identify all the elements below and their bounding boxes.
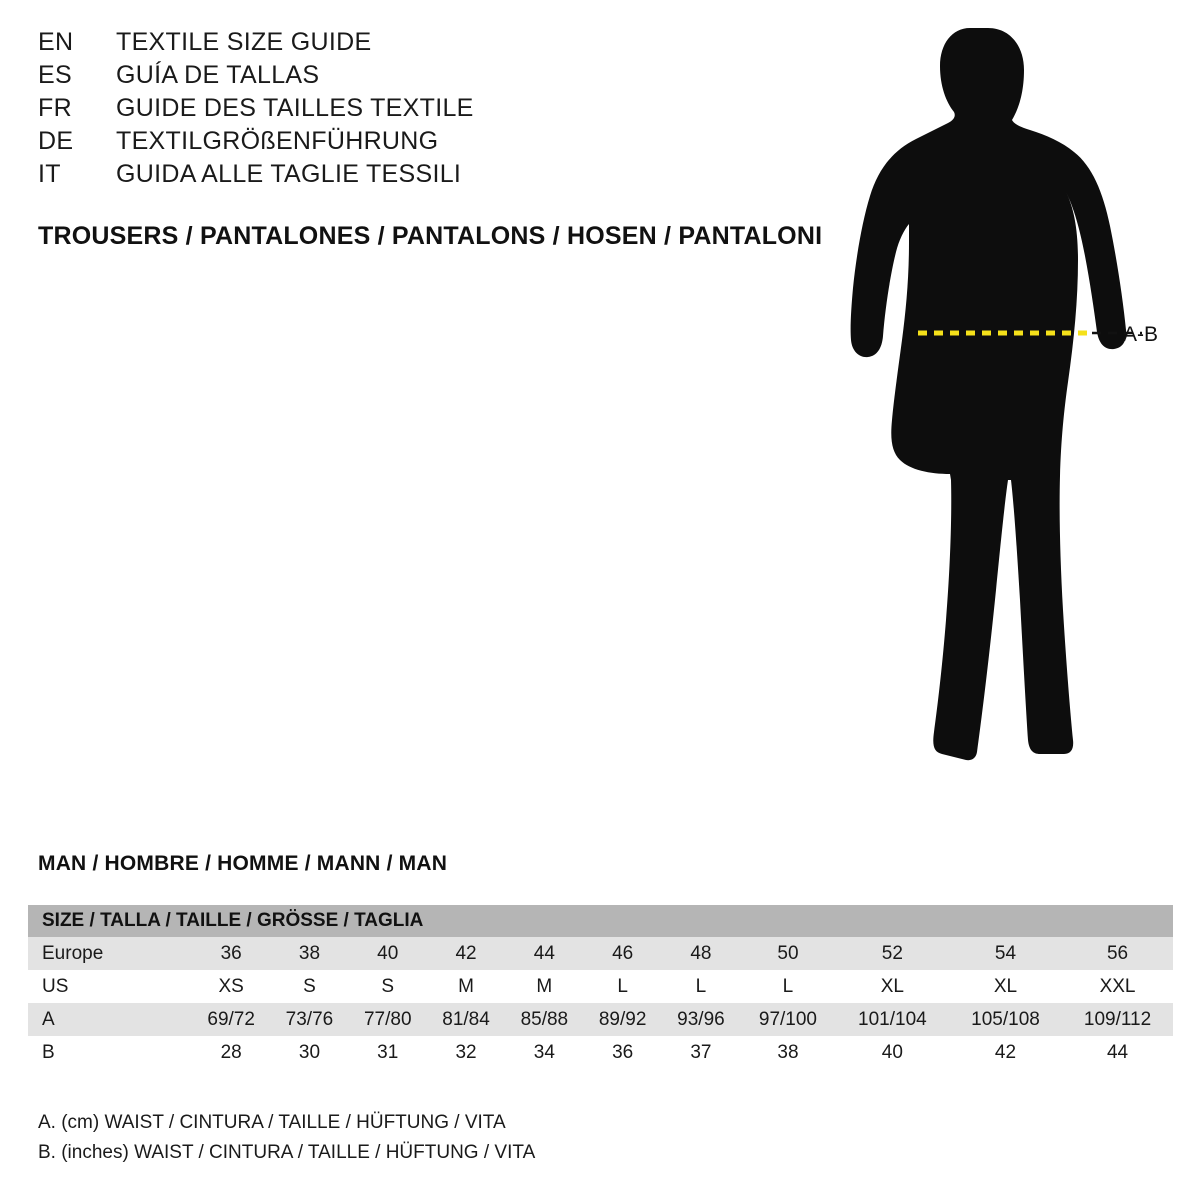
- table-cell: S: [349, 970, 427, 1003]
- footnote-b: B. (inches) WAIST / CINTURA / TAILLE / HÜFTUNG / VITA: [38, 1142, 536, 1163]
- language-header-block: [38, 28, 798, 193]
- male-silhouette-icon: [820, 10, 1190, 810]
- table-cell: S: [270, 970, 348, 1003]
- table-cell: XL: [949, 970, 1062, 1003]
- table-header-row: [28, 905, 1173, 937]
- table-row: [28, 1003, 1173, 1036]
- row-label: US: [28, 970, 192, 1003]
- language-row: [38, 61, 798, 94]
- table-cell: 109/112: [1062, 1003, 1173, 1036]
- table-row: [28, 970, 1173, 1003]
- row-label: A: [28, 1003, 192, 1036]
- table-cell: L: [740, 970, 836, 1003]
- table-cell: 85/88: [505, 1003, 583, 1036]
- language-code: IT: [38, 160, 61, 188]
- language-code: EN: [38, 28, 74, 56]
- table-cell: 105/108: [949, 1003, 1062, 1036]
- row-label: Europe: [28, 937, 192, 970]
- table-cell: 97/100: [740, 1003, 836, 1036]
- table-cell: 42: [949, 1036, 1062, 1069]
- table-cell: L: [583, 970, 661, 1003]
- table-cell: XL: [836, 970, 949, 1003]
- table-cell: 93/96: [662, 1003, 740, 1036]
- table-cell: 38: [740, 1036, 836, 1069]
- table-section-title: MAN / HOMBRE / HOMME / MANN / MAN: [38, 852, 448, 875]
- measure-label-ab: A-B: [1123, 323, 1159, 346]
- table-cell: 40: [836, 1036, 949, 1069]
- table-cell: 56: [1062, 937, 1173, 970]
- language-title: GUIDA ALLE TAGLIE TESSILI: [116, 160, 462, 188]
- table-cell: 46: [583, 937, 661, 970]
- table-cell: 36: [192, 937, 270, 970]
- row-label: B: [28, 1036, 192, 1069]
- table-cell: 77/80: [349, 1003, 427, 1036]
- table-cell: M: [427, 970, 505, 1003]
- language-row: [38, 94, 798, 127]
- garment-type-title: TROUSERS / PANTALONES / PANTALONS / HOSEN / PANTALONI: [38, 222, 823, 250]
- table-cell: 52: [836, 937, 949, 970]
- table-cell: 38: [270, 937, 348, 970]
- language-code: DE: [38, 127, 74, 155]
- table-cell: 48: [662, 937, 740, 970]
- figure-area: [820, 10, 1190, 810]
- table-cell: M: [505, 970, 583, 1003]
- table-cell: 28: [192, 1036, 270, 1069]
- table-cell: 34: [505, 1036, 583, 1069]
- table-cell: 36: [583, 1036, 661, 1069]
- table-header-label: SIZE / TALLA / TAILLE / GRÖSSE / TAGLIA: [28, 905, 1173, 937]
- table-cell: XXL: [1062, 970, 1173, 1003]
- language-row: [38, 28, 798, 61]
- table-cell: 31: [349, 1036, 427, 1069]
- table-row: [28, 1036, 1173, 1069]
- footnote-a: A. (cm) WAIST / CINTURA / TAILLE / HÜFTUNG / VITA: [38, 1112, 506, 1133]
- language-title: GUÍA DE TALLAS: [116, 61, 320, 89]
- language-row: [38, 127, 798, 160]
- table-row: [28, 937, 1173, 970]
- table-cell: 37: [662, 1036, 740, 1069]
- language-code: FR: [38, 94, 72, 122]
- table-cell: 42: [427, 937, 505, 970]
- table-cell: 40: [349, 937, 427, 970]
- table-cell: 54: [949, 937, 1062, 970]
- table-cell: 44: [1062, 1036, 1173, 1069]
- table-cell: 50: [740, 937, 836, 970]
- table-cell: 81/84: [427, 1003, 505, 1036]
- table-cell: 101/104: [836, 1003, 949, 1036]
- table-cell: 32: [427, 1036, 505, 1069]
- table-cell: 69/72: [192, 1003, 270, 1036]
- language-title: GUIDE DES TAILLES TEXTILE: [116, 94, 474, 122]
- language-row: [38, 160, 798, 193]
- table-cell: 73/76: [270, 1003, 348, 1036]
- footnotes: [38, 1108, 535, 1168]
- language-title: TEXTILGRÖßENFÜHRUNG: [116, 127, 439, 155]
- table-cell: 44: [505, 937, 583, 970]
- table-cell: 30: [270, 1036, 348, 1069]
- language-title: TEXTILE SIZE GUIDE: [116, 28, 372, 56]
- size-table: [28, 905, 1173, 1069]
- table-cell: XS: [192, 970, 270, 1003]
- table-cell: L: [662, 970, 740, 1003]
- language-code: ES: [38, 61, 72, 89]
- table-cell: 89/92: [583, 1003, 661, 1036]
